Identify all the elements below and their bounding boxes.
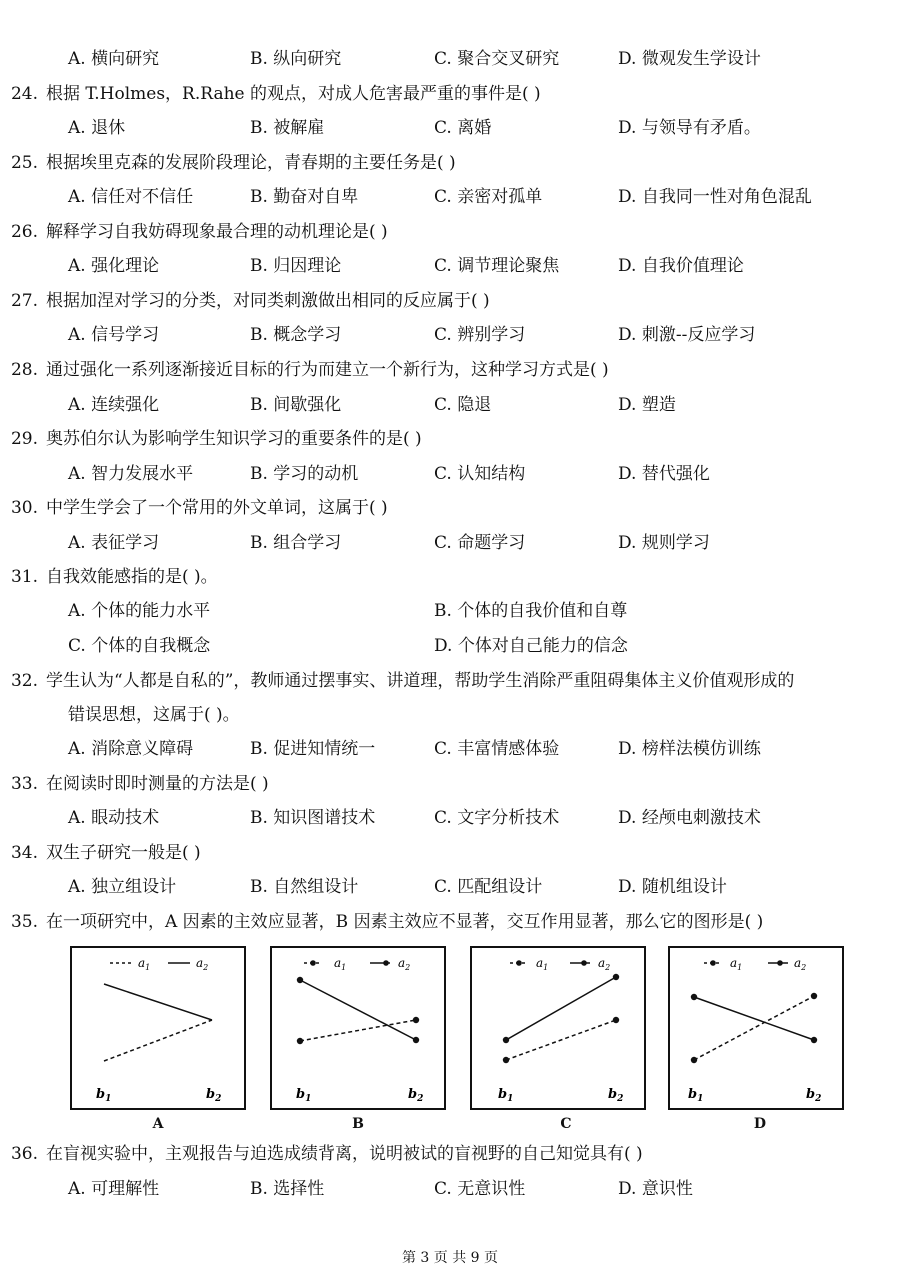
b2-label: $b_2$ bbox=[608, 1087, 624, 1104]
q34-option-d: D. 随机组设计 bbox=[618, 877, 727, 897]
question-text: 根据 T.Holmes，R.Rahe 的观点，对成人危害最严重的事件是( ) bbox=[46, 84, 541, 104]
figure-a-plot bbox=[72, 948, 244, 1108]
q36-option-c: C. 无意识性 bbox=[434, 1179, 526, 1199]
point-a2-b2 bbox=[413, 1037, 419, 1043]
question-29 bbox=[0, 428, 422, 450]
figure-c bbox=[470, 946, 646, 1110]
question-28 bbox=[0, 359, 609, 381]
q25-option-d: D. 自我同一性对角色混乱 bbox=[618, 187, 812, 207]
figure-d bbox=[668, 946, 844, 1110]
q30-option-b: B. 组合学习 bbox=[250, 533, 342, 553]
point-a2-b2 bbox=[613, 974, 619, 980]
question-number: 28. bbox=[10, 360, 38, 380]
q33-option-d: D. 经颅电刺激技术 bbox=[618, 808, 761, 828]
question-number: 29. bbox=[10, 429, 38, 449]
figure-c-plot bbox=[472, 948, 644, 1108]
b2-label: $b_2$ bbox=[206, 1087, 222, 1104]
q31-option-d: D. 个体对自己能力的信念 bbox=[434, 636, 628, 656]
figure-d-caption: D bbox=[753, 1116, 767, 1132]
question-number: 30. bbox=[10, 498, 38, 518]
legend-a1-label: $a_1$ bbox=[334, 956, 347, 972]
series-a2-line bbox=[506, 977, 616, 1040]
q32-option-c: C. 丰富情感体验 bbox=[434, 739, 560, 759]
b2-label: $b_2$ bbox=[408, 1087, 424, 1104]
q27-option-b: B. 概念学习 bbox=[250, 325, 342, 345]
question-number: 33. bbox=[10, 774, 38, 794]
legend-a2-label: $a_2$ bbox=[794, 956, 807, 972]
q25-option-a: A. 信任对不信任 bbox=[68, 187, 194, 207]
point-a2-b1 bbox=[691, 994, 697, 1000]
q23-option-a: A. 横向研究 bbox=[68, 49, 160, 69]
question-text: 通过强化一系列逐渐接近目标的行为而建立一个新行为，这种学习方式是( ) bbox=[46, 360, 609, 380]
q27-option-a: A. 信号学习 bbox=[68, 325, 160, 345]
q28-option-b: B. 间歇强化 bbox=[250, 395, 342, 415]
question-text: 在盲视实验中，主观报告与迫选成绩背离，说明被试的盲视野的自己知觉具有( ) bbox=[46, 1144, 643, 1164]
q24-option-a: A. 退休 bbox=[68, 118, 126, 138]
question-number: 27. bbox=[10, 291, 38, 311]
q26-option-d: D. 自我价值理论 bbox=[618, 256, 744, 276]
question-text: 在一项研究中，A 因素的主效应显著，B 因素主效应不显著，交互作用显著，那么它的图形是( ) bbox=[46, 912, 764, 932]
question-number: 34. bbox=[10, 843, 38, 863]
figure-a-caption: A bbox=[152, 1116, 164, 1132]
q28-option-d: D. 塑造 bbox=[618, 395, 676, 415]
question-number: 26. bbox=[10, 222, 38, 242]
question-text: 奥苏伯尔认为影响学生知识学习的重要条件的是( ) bbox=[46, 429, 422, 449]
point-a1-b1 bbox=[297, 1038, 303, 1044]
question-number: 24. bbox=[10, 84, 38, 104]
series-a2-line bbox=[104, 984, 212, 1020]
legend-a2-marker bbox=[383, 960, 389, 966]
question-text: 双生子研究一般是( ) bbox=[46, 843, 201, 863]
legend-a2-label: $a_2$ bbox=[598, 956, 611, 972]
legend-a1-label: $a_1$ bbox=[536, 956, 549, 972]
question-text: 解释学习自我妨碍现象最合理的动机理论是( ) bbox=[46, 222, 388, 242]
point-a2-b1 bbox=[503, 1037, 509, 1043]
q34-option-a: A. 独立组设计 bbox=[68, 877, 177, 897]
question-32-continued: 错误思想，这属于( )。 bbox=[68, 705, 240, 725]
series-a1-line bbox=[506, 1020, 616, 1060]
figure-b-plot bbox=[272, 948, 444, 1108]
question-number: 31. bbox=[10, 567, 38, 587]
q30-option-c: C. 命题学习 bbox=[434, 533, 526, 553]
q34-option-b: B. 自然组设计 bbox=[250, 877, 359, 897]
question-text: 中学生学会了一个常用的外文单词，这属于( ) bbox=[46, 498, 388, 518]
question-35 bbox=[0, 911, 763, 933]
q33-option-b: B. 知识图谱技术 bbox=[250, 808, 376, 828]
legend-a2-label: $a_2$ bbox=[196, 956, 209, 972]
q26-option-a: A. 强化理论 bbox=[68, 256, 160, 276]
q31-option-c: C. 个体的自我概念 bbox=[68, 636, 211, 656]
page-footer: 第 3 页 共 9 页 bbox=[401, 1250, 499, 1266]
figure-a bbox=[70, 946, 246, 1110]
series-a1-line bbox=[694, 996, 814, 1060]
point-a1-b2 bbox=[811, 993, 817, 999]
question-text: 自我效能感指的是( )。 bbox=[46, 567, 218, 587]
q31-option-b: B. 个体的自我价值和自尊 bbox=[434, 601, 628, 621]
point-a1-b1 bbox=[691, 1057, 697, 1063]
legend-a1-marker bbox=[710, 960, 716, 966]
legend-a1-marker bbox=[310, 960, 316, 966]
q30-option-a: A. 表征学习 bbox=[68, 533, 160, 553]
question-number: 35. bbox=[10, 912, 38, 932]
q24-option-c: C. 离婚 bbox=[434, 118, 492, 138]
q26-option-c: C. 调节理论聚焦 bbox=[434, 256, 560, 276]
question-31 bbox=[0, 566, 218, 588]
question-text: 根据埃里克森的发展阶段理论，青春期的主要任务是( ) bbox=[46, 153, 456, 173]
question-34 bbox=[0, 842, 201, 864]
question-24 bbox=[0, 83, 541, 105]
q31-option-a: A. 个体的能力水平 bbox=[68, 601, 211, 621]
point-a1-b2 bbox=[613, 1017, 619, 1023]
question-27 bbox=[0, 290, 490, 312]
legend-a1-label: $a_1$ bbox=[730, 956, 743, 972]
q36-option-a: A. 可理解性 bbox=[68, 1179, 160, 1199]
q32-option-a: A. 消除意义障碍 bbox=[68, 739, 194, 759]
b2-label: $b_2$ bbox=[806, 1087, 822, 1104]
q30-option-d: D. 规则学习 bbox=[618, 533, 710, 553]
q28-option-c: C. 隐退 bbox=[434, 395, 492, 415]
q34-option-c: C. 匹配组设计 bbox=[434, 877, 543, 897]
q32-option-b: B. 促进知情统一 bbox=[250, 739, 376, 759]
legend-a2-marker bbox=[777, 960, 783, 966]
q33-option-a: A. 眼动技术 bbox=[68, 808, 160, 828]
series-a1-line bbox=[104, 1020, 212, 1061]
q29-option-c: C. 认知结构 bbox=[434, 464, 526, 484]
question-33 bbox=[0, 773, 269, 795]
q33-option-c: C. 文字分析技术 bbox=[434, 808, 560, 828]
question-text: 学生认为“人都是自私的”，教师通过摆事实、讲道理，帮助学生消除严重阻碍集体主义价值观形成的 bbox=[46, 671, 795, 691]
question-text: 根据加涅对学习的分类，对同类刺激做出相同的反应属于( ) bbox=[46, 291, 490, 311]
question-number: 25. bbox=[10, 153, 38, 173]
q29-option-b: B. 学习的动机 bbox=[250, 464, 359, 484]
figure-d-plot bbox=[670, 948, 842, 1108]
q23-option-d: D. 微观发生学设计 bbox=[618, 49, 761, 69]
q27-option-c: C. 辨别学习 bbox=[434, 325, 526, 345]
q32-option-d: D. 榜样法模仿训练 bbox=[618, 739, 761, 759]
question-32 bbox=[0, 670, 794, 692]
q24-option-d: D. 与领导有矛盾。 bbox=[618, 118, 761, 138]
question-text: 在阅读时即时测量的方法是( ) bbox=[46, 774, 269, 794]
q29-option-a: A. 智力发展水平 bbox=[68, 464, 194, 484]
q36-option-d: D. 意识性 bbox=[618, 1179, 693, 1199]
question-number: 36. bbox=[10, 1144, 38, 1164]
q27-option-d: D. 刺激--反应学习 bbox=[618, 325, 756, 345]
q36-option-b: B. 选择性 bbox=[250, 1179, 325, 1199]
b1-label: $b_1$ bbox=[688, 1087, 704, 1104]
q28-option-a: A. 连续强化 bbox=[68, 395, 160, 415]
b1-label: $b_1$ bbox=[498, 1087, 514, 1104]
q29-option-d: D. 替代强化 bbox=[618, 464, 710, 484]
question-30 bbox=[0, 497, 388, 519]
q23-option-c: C. 聚合交叉研究 bbox=[434, 49, 560, 69]
point-a2-b1 bbox=[297, 977, 303, 983]
legend-a1-label: $a_1$ bbox=[138, 956, 151, 972]
legend-a2-marker bbox=[581, 960, 587, 966]
figure-c-caption: C bbox=[560, 1116, 572, 1132]
point-a1-b1 bbox=[503, 1057, 509, 1063]
legend-a1-marker bbox=[516, 960, 522, 966]
q23-option-b: B. 纵向研究 bbox=[250, 49, 342, 69]
question-number: 32. bbox=[10, 671, 38, 691]
legend-a2-label: $a_2$ bbox=[398, 956, 411, 972]
figure-b-caption: B bbox=[352, 1116, 364, 1132]
b1-label: $b_1$ bbox=[296, 1087, 312, 1104]
q25-option-c: C. 亲密对孤单 bbox=[434, 187, 543, 207]
series-a2-line bbox=[694, 997, 814, 1040]
b1-label: $b_1$ bbox=[96, 1087, 112, 1104]
question-36 bbox=[0, 1143, 643, 1165]
figure-b bbox=[270, 946, 446, 1110]
question-25 bbox=[0, 152, 456, 174]
point-a1-b2 bbox=[413, 1017, 419, 1023]
q24-option-b: B. 被解雇 bbox=[250, 118, 325, 138]
point-a2-b2 bbox=[811, 1037, 817, 1043]
q25-option-b: B. 勤奋对自卑 bbox=[250, 187, 359, 207]
question-26 bbox=[0, 221, 388, 243]
q26-option-b: B. 归因理论 bbox=[250, 256, 342, 276]
